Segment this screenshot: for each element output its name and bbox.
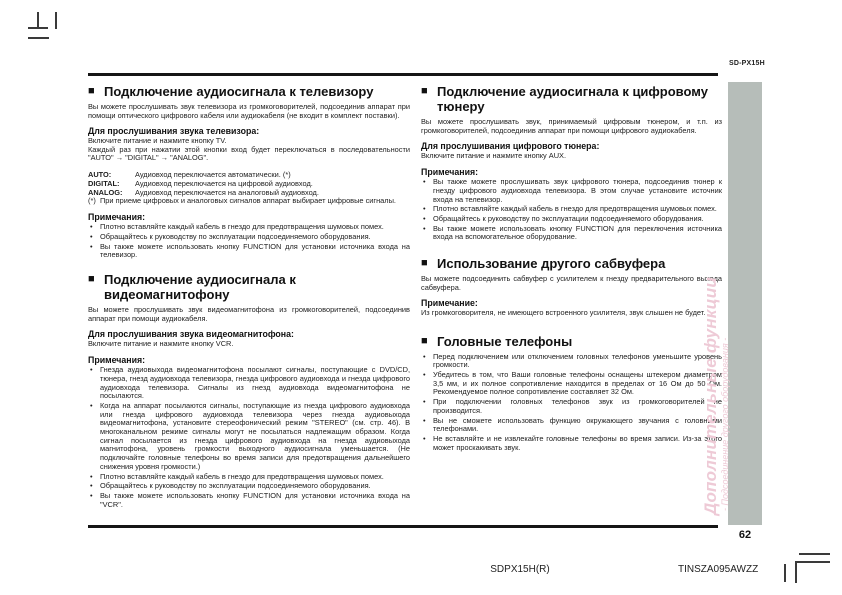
bullet-icon: •: [90, 481, 93, 491]
mode-list: [88, 170, 410, 206]
section-title: Головные телефоны: [437, 333, 573, 349]
mode-row-auto: [88, 170, 410, 179]
note-text: Плотно вставляйте каждый кабель в гнездо для предотвращения шумовых помех.: [433, 204, 717, 214]
note-item: [421, 225, 722, 242]
footer-part-number: TINSZA095AWZZ: [678, 564, 759, 575]
note-item: [88, 402, 410, 472]
top-rule: [88, 73, 718, 76]
section-intro: Вы можете подсоединить сабвуфер с усилителем к гнезду предварительного выхода сабвуфера.: [421, 274, 722, 292]
listen-heading: Для прослушивания звука телевизора:: [88, 126, 260, 137]
note-item: [421, 215, 722, 224]
notes-heading: Примечания:: [421, 166, 479, 177]
note-text: Убедитесь в том, что Ваши головные телефоны оснащены штекером диаметром 3,5 мм, и их полное сопротивление находится в пределах от 16 Ом до 50 Ом. Рекомендуемое полное сопротивление составляет 32 Ом.: [433, 370, 722, 397]
body-line: Каждый раз при нажатии этой кнопки вход будет переключаться в последовательности "AUTO" → "DIGITAL" → "ANALOG".: [88, 144, 410, 163]
note-item: [421, 398, 722, 415]
crop-mark-bottom-right-h2: [795, 561, 830, 563]
section-title: Использование другого сабвуфера: [437, 256, 666, 272]
notes-heading: Примечания:: [88, 211, 146, 222]
note-item: [88, 482, 410, 491]
square-bullet-icon: ■: [88, 273, 95, 286]
bullet-icon: •: [90, 241, 93, 251]
crop-mark-bottom-right-v2: [784, 564, 786, 582]
bullet-icon: •: [423, 177, 426, 187]
note-text: Обращайтесь к руководству по эксплуатации подсоединяемого оборудования.: [433, 213, 704, 223]
listen-heading: Для прослушивания звука видеомагнитофона:: [88, 329, 294, 340]
chapter-tab-text: [701, 277, 731, 515]
note-text: Плотно вставляйте каждый кабель в гнездо для предотвращения шумовых помех.: [100, 471, 384, 481]
crop-mark-bottom-right-h1: [799, 553, 830, 555]
square-bullet-icon: ■: [421, 85, 428, 97]
section-headphones: [421, 334, 722, 453]
note-item: [88, 223, 410, 232]
section-heading-vcr: [88, 272, 410, 302]
note-text: Обращайтесь к руководству по эксплуатации подсоединяемого оборудования.: [100, 231, 371, 241]
model-label: SD-PX15H: [729, 60, 765, 67]
bullet-icon: •: [90, 490, 93, 500]
note-text: Перед подключением или отключением головных телефонов уменьшите уровень громкости.: [433, 351, 722, 370]
note-text: Когда на аппарат посылаются сигналы, поступающие из гнезда цифрового аудиовхода или гнезда цифрового аудиовхода телевизора через гнезда аудиовыхода видеомагнитофона, установите стереофонический режим "STEREO" (см. стр. 46). В многоканальном режиме сигналы могут не посылаться надлежащим образом. Когда сигнал посылается из гнезда цифрового аудиовхода на гнезда аудиовыхода магнитофона, уровень громкости выходного аудиосигнала уменьшается. (Не подключайте головные телефоны во время записи для предотвращения дальнейшего снижения уровня громкости.): [100, 400, 410, 471]
section-heading-tv: [88, 84, 410, 99]
footnote: [88, 197, 410, 206]
bullet-icon: •: [90, 471, 93, 481]
section-subwoofer: [421, 256, 722, 318]
mode-def: Аудиовход переключается на цифровой аудиовход.: [135, 179, 313, 189]
note-text: Гнезда аудиовыхода видеомагнитофона посылают сигналы, поступающие с DVD/CD, тюнера, гнезд аудиовхода телевизора, гнезда цифрового аудиовхода и гнезда цифрового аудиовхода телевизора. Сигналы из гнезд аудиовхода видеомагнитофона не посылаются.: [100, 365, 410, 401]
note-text: Вы не сможете использовать функцию окружающего звучания с головными телефонами.: [433, 415, 722, 434]
notes-list: [88, 223, 410, 260]
section-heading-headphones: [421, 334, 722, 349]
footer-document-code: SDPX15H(R): [490, 564, 550, 575]
chapter-tab: [701, 82, 762, 525]
note-text: Вы также можете использовать кнопку FUNCTION для установки источника входа на "VCR".: [100, 490, 410, 509]
note-item: [421, 178, 722, 204]
note-item: [88, 233, 410, 242]
page-number: 62: [738, 529, 752, 541]
note-item: [88, 473, 410, 482]
note-heading: Примечание:: [421, 298, 478, 309]
crop-mark-top-left-h2: [28, 37, 49, 39]
section-intro: Вы можете прослушивать звук, принимаемый цифровым тюнером, и т.п. из громкоговорителей, подсоединив аппарат при помощи цифрового аудиокабеля.: [421, 117, 722, 135]
bullet-icon: •: [423, 204, 426, 214]
note-text: Вы также можете прослушивать звук цифрового тюнера, подсоединив тюнер к гнезду цифрового аудиовхода телевизора. В этом случае установите источник входа на телевизор.: [433, 177, 722, 204]
bullet-icon: •: [423, 223, 426, 233]
square-bullet-icon: ■: [421, 334, 428, 347]
note-item: [88, 243, 410, 260]
square-bullet-icon: ■: [88, 85, 95, 97]
notes-list: [421, 353, 722, 453]
body-line: Включите питание и нажмите кнопку VCR.: [88, 338, 234, 348]
chapter-subtitle: - Подсоединение другого оборудования -: [720, 337, 730, 511]
note-item: [421, 371, 722, 397]
mode-term: ANALOG:: [88, 188, 123, 198]
section-tv-audio: [88, 84, 410, 260]
note-text: Обращайтесь к руководству по эксплуатации подсоединяемого оборудования.: [100, 481, 371, 491]
note-text: Вы также можете использовать кнопку FUNCTION для переключения источника входа на вспомогательное оборудование.: [433, 223, 722, 242]
notes-heading: Примечания:: [88, 354, 146, 365]
bullet-icon: •: [90, 222, 93, 232]
notes-list: [88, 366, 410, 509]
right-column: [421, 84, 722, 519]
section-title: Подключение аудиосигнала к цифровому тюнеру: [437, 84, 708, 114]
note-text: Не вставляйте и не извлекайте головные телефоны во время записи. Из-за этого может проскакивать звук.: [433, 433, 722, 452]
bullet-icon: •: [90, 231, 93, 241]
square-bullet-icon: ■: [421, 257, 428, 270]
page-content: [88, 84, 722, 519]
bullet-icon: •: [90, 400, 93, 410]
bullet-icon: •: [423, 415, 426, 425]
bullet-icon: •: [90, 365, 93, 375]
mode-def: Аудиовход переключается на аналоговый аудиовход.: [135, 188, 319, 198]
section-heading-tuner: [421, 84, 722, 114]
section-vcr-audio: [88, 272, 410, 509]
note-item: [88, 492, 410, 509]
note-item: [421, 353, 722, 370]
section-heading-subwoofer: [421, 256, 722, 271]
body-line: Включите питание и нажмите кнопку TV.: [88, 135, 227, 145]
section-digital-tuner: [421, 84, 722, 242]
footnote-text: При приеме цифровых и аналоговых сигналов аппарат выбирает цифровые сигналы.: [100, 196, 396, 206]
note-item: [421, 417, 722, 434]
footnote-marker: (*): [88, 196, 96, 206]
note-text: Вы также можете использовать кнопку FUNCTION для установки источника входа на телевизор.: [100, 241, 410, 260]
section-title: Подключение аудиосигнала к телевизору: [104, 84, 374, 99]
mode-term: AUTO:: [88, 170, 112, 180]
note-item: [421, 435, 722, 452]
bullet-icon: •: [423, 433, 426, 443]
section-title: Подключение аудиосигнала к видеомагнитофону: [104, 272, 296, 303]
crop-mark-bottom-right-v1: [795, 561, 797, 583]
bottom-rule: [88, 525, 718, 528]
bullet-icon: •: [423, 213, 426, 223]
bullet-icon: •: [423, 351, 426, 361]
note-item: [88, 366, 410, 401]
left-column: [88, 84, 410, 519]
note-text: При подключении головных телефонов звук из громкоговорителей не производится.: [433, 397, 722, 415]
crop-mark-top-left-v2: [55, 12, 57, 29]
bullet-icon: •: [423, 397, 426, 407]
notes-list: [421, 178, 722, 242]
chapter-title: Дополнительные функции: [701, 277, 720, 515]
listen-heading: Для прослушивания цифрового тюнера:: [421, 141, 600, 152]
bullet-icon: •: [423, 370, 426, 380]
body-line: Включите питание и нажмите кнопку AUX.: [421, 150, 567, 160]
crop-mark-top-left-v1: [37, 12, 39, 29]
note-text: Плотно вставляйте каждый кабель в гнездо для предотвращения шумовых помех.: [100, 222, 384, 232]
mode-term: DIGITAL:: [88, 179, 120, 189]
mode-row-digital: [88, 179, 410, 188]
note-text: Из громкоговорителя, не имеющего встроенного усилителя, звук слышен не будет.: [421, 307, 706, 317]
section-intro: Вы можете прослушивать звук телевизора из громкоговорителей, подсоединив аппарат при помощи оптического цифрового кабеля или аудиокабеля (не входит в комплект поставки).: [88, 102, 410, 120]
section-intro: Вы можете прослушивать звук видеомагнитофона из громкоговорителей, подсоединив аппарат при помощи аудиокабеля.: [88, 305, 410, 323]
note-item: [421, 205, 722, 214]
mode-def: Аудиовход переключается автоматически. (*): [135, 170, 291, 180]
